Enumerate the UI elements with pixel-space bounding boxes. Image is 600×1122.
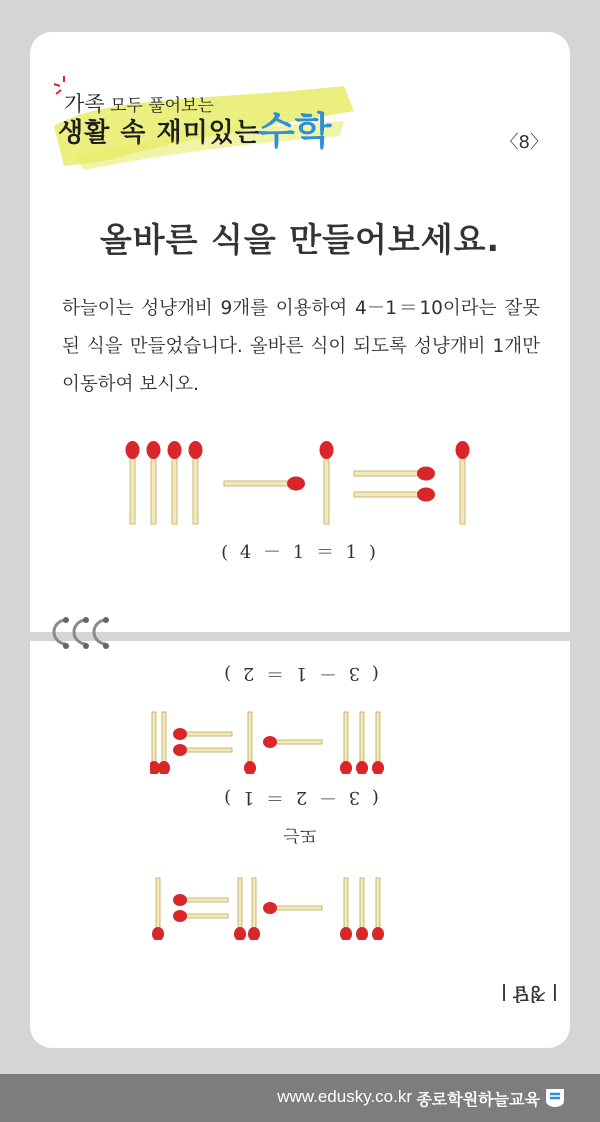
problem-title: 올바른 식을 만들어보세요. [99,220,501,259]
digit-four [126,441,203,524]
brand-subtitle: 가족 모두 풀어보는 [64,92,214,116]
answer-matchsticks-1 [150,704,390,774]
answer-matchsticks-2 [150,870,390,940]
matchstick-puzzle [120,430,480,530]
answer-or-text: 또는 [283,825,317,845]
footer-org-name: 종로학원하늘교육 [416,1090,540,1109]
academy-logo-icon [544,1086,566,1108]
puzzle-caption: ( 4 － 1 ＝ 1 ) [221,542,379,563]
digit-one-right [456,441,470,524]
answer-caption-2: ( 3 － 2 ＝ 1 ) [221,787,379,808]
answer-section [30,641,570,1048]
answer-label: | 정답 | [500,983,558,1003]
answer-caption-1: ( 3 － 1 ＝ 2 ) [221,663,379,684]
brand-banner [44,66,364,176]
brand-accent: 수학 [258,109,332,153]
footer-url-link[interactable]: www.edusky.co.kr [277,1087,412,1106]
digit-one-left [320,441,334,524]
footer-bar [0,1074,600,1122]
page-number: 〈8〉 [500,132,548,153]
problem-text: 하늘이는 성냥개비 9개를 이용하여 4－1＝10이라는 잘못된 식을 만들었습니다. 올바른 식이 되도록 성냥개비 1개만 이동하여 보시오. [62,298,540,395]
equals-sign [354,467,435,502]
brand-title: 생활 속 재미있는 [58,118,261,148]
minus-sign [224,477,305,491]
